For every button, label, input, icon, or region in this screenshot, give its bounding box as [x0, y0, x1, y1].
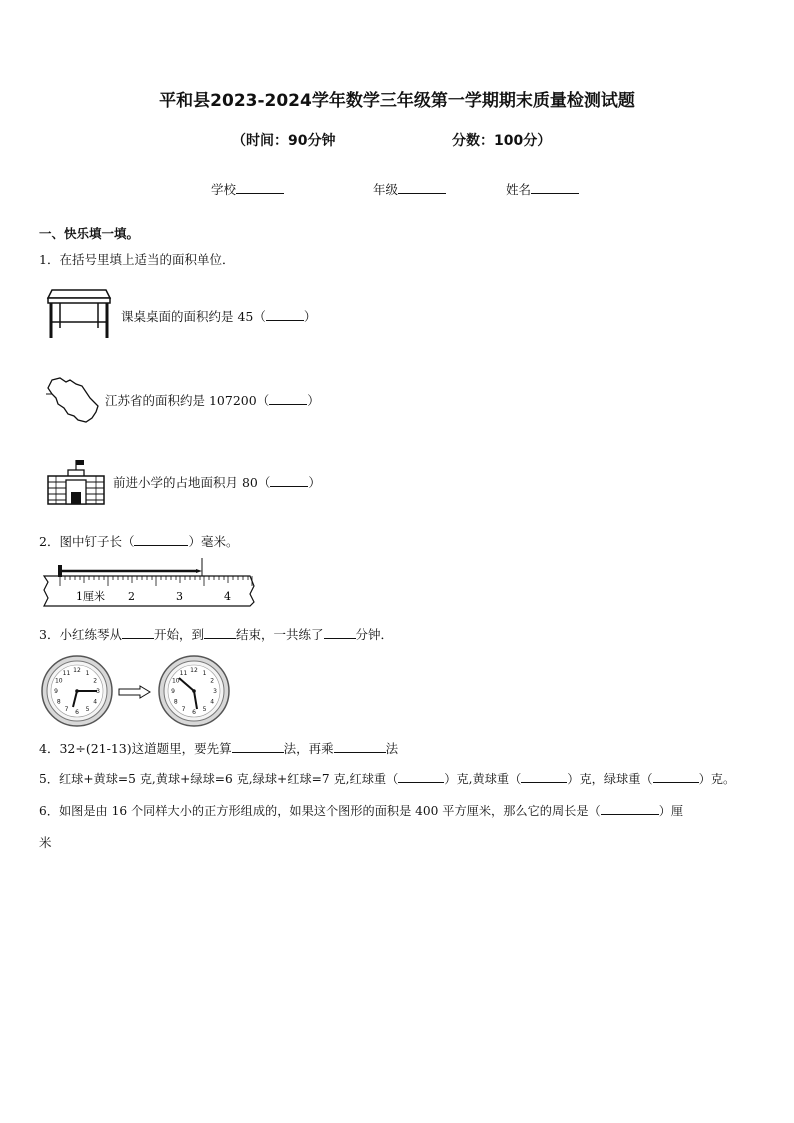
q3-blank-minutes[interactable] [324, 626, 356, 639]
question-6-cont: 米 [39, 835, 52, 850]
q1-blank-3[interactable] [270, 474, 308, 487]
grade-blank[interactable] [398, 181, 446, 194]
q5-blank-yellow[interactable] [521, 770, 567, 783]
clock-numeral: 7 [64, 706, 69, 714]
right-arrow-icon [118, 685, 152, 699]
clock-numeral: 11 [62, 669, 71, 677]
clock-numeral: 6 [192, 709, 196, 716]
clock-numeral: 1 [202, 669, 207, 677]
ruler-tick-3: 3 [176, 590, 183, 603]
clock-numeral: 9 [171, 688, 175, 695]
question-1: 1．在括号里填上适当的面积单位． [39, 252, 235, 267]
q3-blank-start[interactable] [122, 626, 154, 639]
q1-item-desk: 课桌桌面的面积约是 45（ ） [121, 309, 317, 324]
clock-numeral: 4 [210, 698, 215, 706]
clock-numeral: 1 [85, 669, 90, 677]
clock-numeral: 8 [173, 698, 178, 706]
q1-item-jiangsu: 江苏省的面积约是 107200（ ） [105, 393, 320, 408]
name-field [506, 180, 579, 198]
grade-label: 年级 [373, 182, 399, 197]
ruler-label-cm: 1厘米 [76, 590, 105, 603]
question-5: 5．红球+黄球=5 克,黄球+绿球=6 克,绿球+红球=7 克,红球重（ ）克,黄球重（ ）克，绿球重（ ）克。 [39, 772, 736, 786]
clock-numeral: 5 [85, 706, 90, 714]
section-heading: 一、快乐填一填。 [39, 226, 140, 241]
clock-numeral: 5 [202, 706, 207, 714]
clock-numeral: 2 [93, 677, 98, 685]
exam-time: （时间：90分钟 [232, 133, 336, 149]
q4-blank-1[interactable] [232, 740, 284, 753]
page-title: 平和县2023-2024学年数学三年级第一学期期末质量检测试题 [159, 91, 635, 111]
clock-numeral: 6 [75, 709, 79, 716]
jiangsu-map-icon [44, 374, 102, 426]
clock-numeral: 12 [190, 667, 198, 674]
school-label: 学校 [211, 182, 237, 197]
q3-blank-end[interactable] [204, 626, 236, 639]
q1-blank-1[interactable] [266, 308, 304, 321]
q4-blank-2[interactable] [334, 740, 386, 753]
clock-numeral: 11 [179, 669, 188, 677]
clock-numeral: 3 [96, 688, 100, 695]
clock-numeral: 10 [54, 677, 63, 685]
clock-numeral: 7 [181, 706, 186, 714]
school-blank[interactable] [236, 181, 284, 194]
q1-blank-2[interactable] [269, 392, 307, 405]
question-3: 3．小红练琴从 开始，到 结束，一共练了 分钟． [39, 627, 394, 642]
clock-numeral: 2 [210, 677, 215, 685]
name-blank[interactable] [531, 181, 579, 194]
question-2: 2．图中钉子长（ ）毫米。 [39, 534, 239, 549]
q5-blank-red[interactable] [398, 770, 444, 783]
clock-numeral: 3 [213, 688, 217, 695]
clock-numeral: 8 [56, 698, 61, 706]
school-field [211, 180, 284, 198]
school-building-icon [44, 458, 108, 506]
clock-numeral: 12 [73, 667, 81, 674]
clock-end-icon [157, 654, 231, 728]
clock-numeral: 4 [93, 698, 98, 706]
exam-score: 分数：100分） [452, 133, 552, 149]
q2-blank[interactable] [134, 533, 188, 546]
clock-numeral: 9 [54, 688, 58, 695]
q1-item-school: 前进小学的占地面积月 80（ ） [113, 475, 321, 490]
name-label: 姓名 [506, 182, 532, 197]
question-6: 6．如图是由 16 个同样大小的正方形组成的，如果这个图形的面积是 400 平方厘米，那么它的周长是（ ）厘 [39, 804, 684, 818]
ruler-with-nail [40, 556, 260, 610]
grade-field [373, 180, 446, 198]
ruler-tick-2: 2 [128, 590, 135, 603]
nail-head [58, 565, 62, 577]
ruler-tick-4: 4 [224, 590, 231, 603]
clock-start-icon [40, 654, 114, 728]
clock-numeral: 10 [171, 677, 180, 685]
q6-blank[interactable] [601, 802, 659, 815]
q5-blank-green[interactable] [653, 770, 699, 783]
desk-icon [46, 288, 112, 340]
question-4: 4．32÷(21-13)这道题里，要先算 法，再乘 法 [39, 741, 399, 756]
